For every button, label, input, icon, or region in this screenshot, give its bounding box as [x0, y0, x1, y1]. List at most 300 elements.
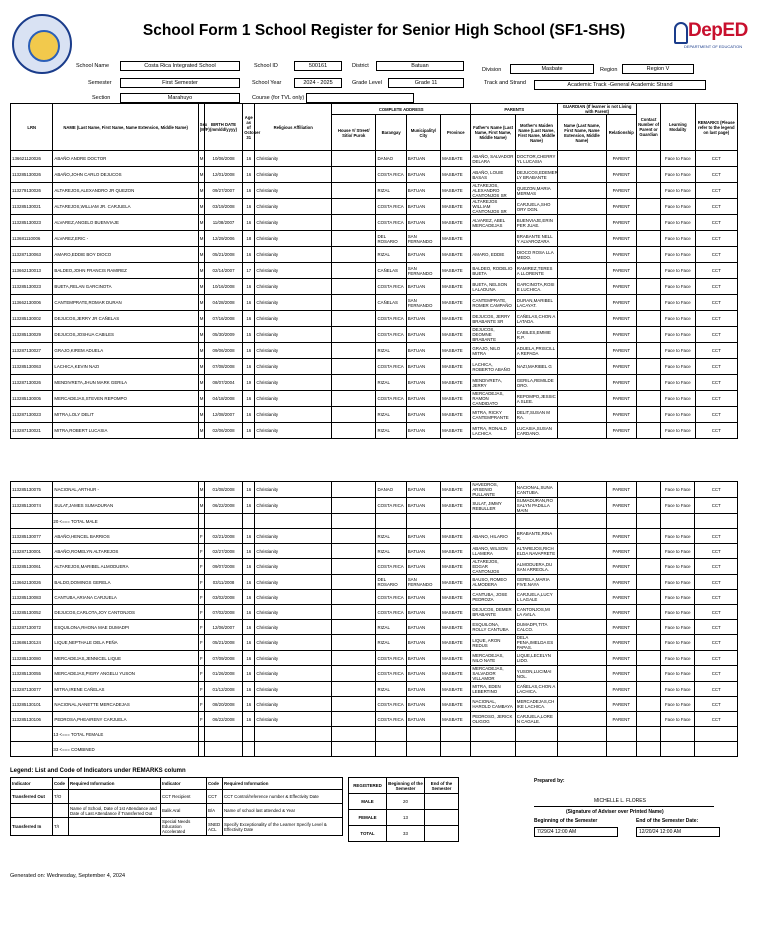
cell-religion: [255, 727, 332, 742]
cell-mother: DUMADPI,TITA CALCO.: [515, 620, 557, 635]
cell-province: MASBATE: [441, 279, 471, 295]
cell-lrn: [11, 727, 53, 742]
school-year-label: School Year: [252, 80, 282, 86]
cell-age: 16: [243, 343, 255, 359]
cell-birth-date: 03/02/2008: [204, 590, 242, 605]
cell-remarks: CCT: [695, 263, 738, 279]
cell-modality: Face to Face: [661, 682, 695, 697]
cell-relationship: [606, 514, 636, 529]
cell-religion: Christianity: [255, 199, 332, 215]
cell-age: [243, 742, 255, 757]
cell-contact: [636, 263, 660, 279]
cell-province: MASBATE: [441, 498, 471, 514]
cell-father: ALTAREJOS, EDGAR CANTONJOS: [471, 559, 515, 575]
summary-cell: FEMALE: [349, 810, 387, 826]
cell-birth-date: 01/08/2008: [204, 482, 242, 498]
cell-municipality: BATUAN: [406, 482, 440, 498]
cell-modality: Face to Face: [661, 199, 695, 215]
cell-sex: F: [198, 712, 204, 727]
cell-modality: Face to Face: [661, 183, 695, 199]
cell-name: SULAT,JAMES SUMADURAN: [53, 498, 198, 514]
cell-barangay: CAÑELAS: [376, 295, 406, 311]
cell-barangay: COSTA RICA: [376, 559, 406, 575]
cell-relationship: PARENT: [606, 183, 636, 199]
cell-remarks: CCT: [695, 183, 738, 199]
cell-religion: Christianity: [255, 529, 332, 544]
cell-house: [332, 279, 376, 295]
cell-birth-date: 01/12/2008: [204, 682, 242, 697]
cell-remarks: CCT: [695, 575, 738, 590]
school-name-field: Costa Rica Integrated School: [120, 61, 240, 71]
semester-field: First Semester: [120, 78, 240, 88]
cell-barangay: RIZAL: [376, 423, 406, 439]
cell-age: 16: [243, 575, 255, 590]
cell-religion: Christianity: [255, 231, 332, 247]
cell-barangay: [376, 742, 406, 757]
cell-age: 16: [243, 590, 255, 605]
cell-relationship: PARENT: [606, 295, 636, 311]
legend-cell: Name of school last attended & Year: [223, 804, 343, 818]
cell-religion: Christianity: [255, 635, 332, 651]
register-table-1: [10, 103, 738, 439]
cell-remarks: CCT: [695, 311, 738, 327]
cell-remarks: CCT: [695, 682, 738, 697]
table-row: [11, 359, 738, 375]
cell-barangay: COSTA RICA: [376, 199, 406, 215]
legend-cell: CCT Recipient: [161, 790, 207, 804]
cell-name: ESQUILONA,RHONA MAE DUMADPI: [53, 620, 198, 635]
cell-age: 16: [243, 423, 255, 439]
cell-lrn: 113285130074: [11, 498, 53, 514]
cell-modality: Face to Face: [661, 498, 695, 514]
cell-age: 16: [243, 183, 255, 199]
cell-religion: Christianity: [255, 544, 332, 559]
cell-modality: Face to Face: [661, 697, 695, 712]
cell-lrn: 113285130005: [11, 391, 53, 407]
legend-cell: CCT: [207, 790, 223, 804]
cell-barangay: COSTA RICA: [376, 498, 406, 514]
cell-municipality: BATUAN: [406, 544, 440, 559]
cell-religion: Christianity: [255, 279, 332, 295]
cell-sex: F: [198, 559, 204, 575]
cell-remarks: CCT: [695, 712, 738, 727]
cell-municipality: SAN FERNANDO: [406, 295, 440, 311]
cell-age: 16: [243, 359, 255, 375]
cell-sex: F: [198, 529, 204, 544]
cell-sex: M: [198, 167, 204, 183]
cell-municipality: BATUAN: [406, 391, 440, 407]
cell-municipality: SAN FERNANDO: [406, 231, 440, 247]
cell-father: MITRA, RONALD LACHICA: [471, 423, 515, 439]
cell-relationship: PARENT: [606, 279, 636, 295]
cell-contact: [636, 529, 660, 544]
cell-contact: [636, 279, 660, 295]
cell-barangay: RIZAL: [376, 635, 406, 651]
cell-province: MASBATE: [441, 343, 471, 359]
cell-house: [332, 635, 376, 651]
cell-lrn: 113285130026: [11, 167, 53, 183]
cell-municipality: BATUAN: [406, 651, 440, 666]
cell-province: MASBATE: [441, 215, 471, 231]
cell-sex: F: [198, 682, 204, 697]
cell-sex: M: [198, 391, 204, 407]
course-field: [306, 93, 414, 103]
cell-contact: [636, 407, 660, 423]
cell-age: [243, 727, 255, 742]
cell-contact: [636, 712, 660, 727]
legend-cell: [53, 804, 69, 818]
cell-municipality: BATUAN: [406, 666, 440, 682]
summary-cell: 13: [387, 810, 425, 826]
cell-age: 15: [243, 327, 255, 343]
cell-religion: Christianity: [255, 590, 332, 605]
division-label: Division: [482, 67, 502, 73]
school-year-field: 2024 - 2025: [294, 78, 342, 88]
cell-guardian-name: [558, 575, 606, 590]
table-row: [11, 682, 738, 697]
cell-contact: [636, 295, 660, 311]
school-id-label: School ID: [254, 63, 278, 69]
cell-municipality: BATUAN: [406, 327, 440, 343]
cell-province: MASBATE: [441, 651, 471, 666]
cell-relationship: PARENT: [606, 343, 636, 359]
cell-name: ABAÑO,ROMELYN ALTAREJOS: [53, 544, 198, 559]
cell-sex: F: [198, 590, 204, 605]
cell-modality: Face to Face: [661, 712, 695, 727]
cell-remarks: CCT: [695, 651, 738, 666]
table-row: [11, 343, 738, 359]
cell-province: MASBATE: [441, 359, 471, 375]
cell-relationship: PARENT: [606, 167, 636, 183]
legend-cell: B/A: [207, 804, 223, 818]
cell-remarks: CCT: [695, 482, 738, 498]
col-barangay: Barangay: [376, 115, 406, 151]
table-row: [11, 183, 738, 199]
track-label: Track and Strand: [484, 80, 526, 86]
cell-house: [332, 183, 376, 199]
cell-age: 16: [243, 651, 255, 666]
cell-municipality: BATUAN: [406, 167, 440, 183]
cell-municipality: BATUAN: [406, 620, 440, 635]
cell-name: LACHICA,KEVIN NAZI: [53, 359, 198, 375]
cell-mother: DIOCO ROSA LLA MEDO.: [515, 247, 557, 263]
cell-remarks: CCT: [695, 295, 738, 311]
cell-mother: REPOMPO,JESSIC A SLEE.: [515, 391, 557, 407]
cell-contact: [636, 311, 660, 327]
cell-mother: [515, 742, 557, 757]
cell-house: [332, 666, 376, 682]
cell-guardian-name: [558, 407, 606, 423]
cell-province: MASBATE: [441, 311, 471, 327]
cell-religion: [255, 514, 332, 529]
cell-guardian-name: [558, 279, 606, 295]
cell-lrn: 113662130013: [11, 263, 53, 279]
cell-guardian-name: [558, 151, 606, 167]
cell-guardian-name: [558, 697, 606, 712]
legend-title: Legend: List and Code of Indicators under REMARKS column: [10, 768, 186, 774]
cell-father: DEJUCOS, DEOMNE BRABANTE: [471, 327, 515, 343]
cell-birth-date: 09/06/2008: [204, 343, 242, 359]
cell-age: 16: [243, 559, 255, 575]
cell-age: 19: [243, 375, 255, 391]
cell-age: 16: [243, 605, 255, 620]
legend-cell: Transferred Out: [11, 790, 53, 804]
cell-religion: Christianity: [255, 712, 332, 727]
cell-province: [441, 514, 471, 529]
cell-province: MASBATE: [441, 231, 471, 247]
cell-name: BALDEO,JOHN FRANCIS RAMIREZ: [53, 263, 198, 279]
col-lrn: LRN: [11, 104, 53, 151]
cell-province: MASBATE: [441, 327, 471, 343]
cell-province: MASBATE: [441, 712, 471, 727]
cell-age: 16: [243, 407, 255, 423]
cell-age: 16: [243, 620, 255, 635]
cell-remarks: CCT: [695, 327, 738, 343]
cell-municipality: BATUAN: [406, 590, 440, 605]
cell-modality: Face to Face: [661, 651, 695, 666]
cell-remarks: CCT: [695, 247, 738, 263]
cell-mother: RAMIREZ,TERES A LLORENTE: [515, 263, 557, 279]
cell-contact: [636, 742, 660, 757]
cell-modality: Face to Face: [661, 575, 695, 590]
cell-municipality: [406, 727, 440, 742]
cell-sex: M: [198, 343, 204, 359]
cell-relationship: PARENT: [606, 482, 636, 498]
col-guardian: GUARDIAN (If learner is not Living with Parent): [558, 104, 637, 115]
cell-lrn: 113287130063: [11, 247, 53, 263]
cell-birth-date: 08/20/2008: [204, 697, 242, 712]
legend-cell: [11, 804, 53, 818]
cell-house: [332, 575, 376, 590]
summary-header: End of the Semester: [425, 778, 459, 794]
cell-sex: F: [198, 544, 204, 559]
cell-father: ABAÑO, SALVADOR DELARA: [471, 151, 515, 167]
cell-name: AMARO,EDDIE BOY DIOCO: [53, 247, 198, 263]
cell-mother: DOCTOR,CHERRY YL LUCASIA: [515, 151, 557, 167]
cell-lrn: 113285130023: [11, 215, 53, 231]
cell-relationship: PARENT: [606, 529, 636, 544]
cell-house: [332, 482, 376, 498]
cell-guardian-name: [558, 247, 606, 263]
cell-name: BUETA,RELAN GARCINOTA: [53, 279, 198, 295]
cell-house: [332, 697, 376, 712]
cell-relationship: PARENT: [606, 215, 636, 231]
cell-birth-date: 05/21/2008: [204, 635, 242, 651]
cell-religion: Christianity: [255, 498, 332, 514]
cell-modality: Face to Face: [661, 559, 695, 575]
cell-father: CANTUBA, JOSE PEDROZA: [471, 590, 515, 605]
cell-remarks: CCT: [695, 498, 738, 514]
cell-birth-date: 04/18/2008: [204, 391, 242, 407]
cell-lrn: 113285130063: [11, 359, 53, 375]
cell-age: 16: [243, 712, 255, 727]
cell-province: MASBATE: [441, 575, 471, 590]
cell-name: MITRA,ROBERT LUCASIA: [53, 423, 198, 439]
cell-remarks: [695, 727, 738, 742]
cell-sex: M: [198, 247, 204, 263]
cell-age: 16: [243, 391, 255, 407]
cell-house: [332, 327, 376, 343]
grade-level-field: Grade 11: [388, 78, 464, 88]
col-complete-address: COMPLETE ADDRESS: [332, 104, 471, 115]
cell-relationship: PARENT: [606, 620, 636, 635]
cell-house: [332, 407, 376, 423]
cell-lrn: 113279130026: [11, 183, 53, 199]
cell-father: MENDIVRETA, JERRY: [471, 375, 515, 391]
cell-barangay: COSTA RICA: [376, 167, 406, 183]
table-row: [11, 514, 738, 529]
legend-header: Code: [53, 778, 69, 790]
cell-birth-date: 10/06/2008: [204, 151, 242, 167]
cell-remarks: CCT: [695, 167, 738, 183]
cell-contact: [636, 423, 660, 439]
cell-name: DEJUCOS,JERRY JR CAÑELAS: [53, 311, 198, 327]
region-label: Region: [600, 67, 618, 73]
cell-municipality: BATUAN: [406, 682, 440, 697]
cell-province: MASBATE: [441, 697, 471, 712]
cell-name: ALTAREJOS,ALEXANDRO JR QUEZON: [53, 183, 198, 199]
legend-header: Indicator: [11, 778, 53, 790]
cell-name: ALTAREJOS,MARIBEL ALMODUERA: [53, 559, 198, 575]
cell-contact: [636, 575, 660, 590]
cell-province: MASBATE: [441, 407, 471, 423]
cell-mother: ALMODUERA,DU SAN ARREOLA.: [515, 559, 557, 575]
cell-municipality: BATUAN: [406, 635, 440, 651]
cell-contact: [636, 544, 660, 559]
cell-name: ABAÑO,HENCEL BARRIOS: [53, 529, 198, 544]
col-guardian-name: Name (Last Name, First Name, Name Extension, Middle Name): [558, 115, 606, 151]
district-field: Batuan: [376, 61, 464, 71]
cell-province: MASBATE: [441, 263, 471, 279]
summary-table: [348, 777, 459, 842]
cell-lrn: 113287130023: [11, 407, 53, 423]
table-row: [11, 482, 738, 498]
table-row: [11, 590, 738, 605]
table-row: [11, 327, 738, 343]
cell-relationship: PARENT: [606, 635, 636, 651]
cell-guardian-name: [558, 651, 606, 666]
cell-guardian-name: [558, 590, 606, 605]
cell-birth-date: 01/26/2008: [204, 666, 242, 682]
cell-contact: [636, 727, 660, 742]
table-row: [11, 620, 738, 635]
course-label: Course (for TVL only): [252, 95, 305, 101]
cell-mother: YUSON,LUCIMAI NOL.: [515, 666, 557, 682]
cell-mother: CABILES,EMMIE R.P.: [515, 327, 557, 343]
table-row: [11, 605, 738, 620]
legend-cell: Balik Aral: [161, 804, 207, 818]
cell-municipality: BATUAN: [406, 343, 440, 359]
cell-lrn: 113287130077: [11, 682, 53, 697]
cell-religion: Christianity: [255, 183, 332, 199]
cell-father: [471, 514, 515, 529]
beginning-label: Beginning of the Semester: [534, 818, 598, 824]
cell-barangay: RIZAL: [376, 529, 406, 544]
cell-religion: Christianity: [255, 215, 332, 231]
cell-house: [332, 605, 376, 620]
cell-father: NACIONAL, HAROLD CAMBAYA: [471, 697, 515, 712]
cell-contact: [636, 498, 660, 514]
cell-name: MENDIVRETA,JHUN MARK GERILA: [53, 375, 198, 391]
cell-municipality: [406, 514, 440, 529]
cell-guardian-name: [558, 605, 606, 620]
cell-remarks: CCT: [695, 620, 738, 635]
cell-contact: [636, 359, 660, 375]
table-row: [11, 151, 738, 167]
cell-relationship: PARENT: [606, 712, 636, 727]
table-row: [11, 559, 738, 575]
cell-father: [471, 742, 515, 757]
cell-remarks: CCT: [695, 605, 738, 620]
cell-house: [332, 651, 376, 666]
cell-lrn: 113681110006: [11, 231, 53, 247]
cell-municipality: SAN FERNANDO: [406, 575, 440, 590]
cell-house: [332, 559, 376, 575]
summary-cell: MALE: [349, 794, 387, 810]
cell-municipality: BATUAN: [406, 183, 440, 199]
cell-modality: Face to Face: [661, 151, 695, 167]
cell-sex: F: [198, 635, 204, 651]
cell-lrn: 113285130077: [11, 529, 53, 544]
cell-birth-date: 06/22/2008: [204, 712, 242, 727]
cell-guardian-name: [558, 263, 606, 279]
cell-house: [332, 590, 376, 605]
cell-guardian-name: [558, 742, 606, 757]
legend-header: Required Information: [223, 778, 343, 790]
cell-guardian-name: [558, 498, 606, 514]
table-row: [11, 498, 738, 514]
cell-modality: Face to Face: [661, 167, 695, 183]
cell-modality: [661, 742, 695, 757]
track-field: Academic Track -General Academic Strand: [534, 80, 706, 90]
cell-relationship: PARENT: [606, 498, 636, 514]
table-row: [11, 167, 738, 183]
cell-father: BALDEO, RODELIO BUETA: [471, 263, 515, 279]
cell-house: [332, 311, 376, 327]
cell-father: DEJUCOS, DEMER BRABANTE: [471, 605, 515, 620]
cell-province: MASBATE: [441, 620, 471, 635]
cell-birth-date: 02/27/2008: [204, 544, 242, 559]
cell-modality: Face to Face: [661, 215, 695, 231]
cell-relationship: PARENT: [606, 311, 636, 327]
adviser-caption: (Signature of Adviser over Printed Name): [566, 809, 664, 815]
summary-header: REGISTERED: [349, 778, 387, 794]
cell-age: 16: [243, 529, 255, 544]
cell-religion: Christianity: [255, 167, 332, 183]
cell-sex: F: [198, 666, 204, 682]
cell-barangay: RIZAL: [376, 375, 406, 391]
cell-barangay: COSTA RICA: [376, 590, 406, 605]
cell-municipality: BATUAN: [406, 151, 440, 167]
col-birth-date: BIRTH DATE (mm/dd/yyyy): [204, 104, 242, 151]
col-modality: Learning Modality: [661, 104, 695, 151]
form-title: School Form 1 School Register for Senior High School (SF1-SHS): [142, 22, 626, 39]
cell-mother: LUCASIA,SUSAN CARDANO.: [515, 423, 557, 439]
cell-sex: F: [198, 605, 204, 620]
cell-house: [332, 295, 376, 311]
cell-relationship: PARENT: [606, 605, 636, 620]
cell-name: DEJUCOS,CARLOTA,JOY CANTONJOS: [53, 605, 198, 620]
cell-age: 16: [243, 498, 255, 514]
cell-province: MASBATE: [441, 247, 471, 263]
cell-mother: CARJUELA,SHO ORY DGN.: [515, 199, 557, 215]
cell-mother: BRABANTE,RINA R.: [515, 529, 557, 544]
cell-name: LIQUE,NEPTHALE DELA PEÑA: [53, 635, 198, 651]
cell-house: [332, 343, 376, 359]
cell-religion: Christianity: [255, 666, 332, 682]
cell-relationship: PARENT: [606, 423, 636, 439]
cell-contact: [636, 590, 660, 605]
